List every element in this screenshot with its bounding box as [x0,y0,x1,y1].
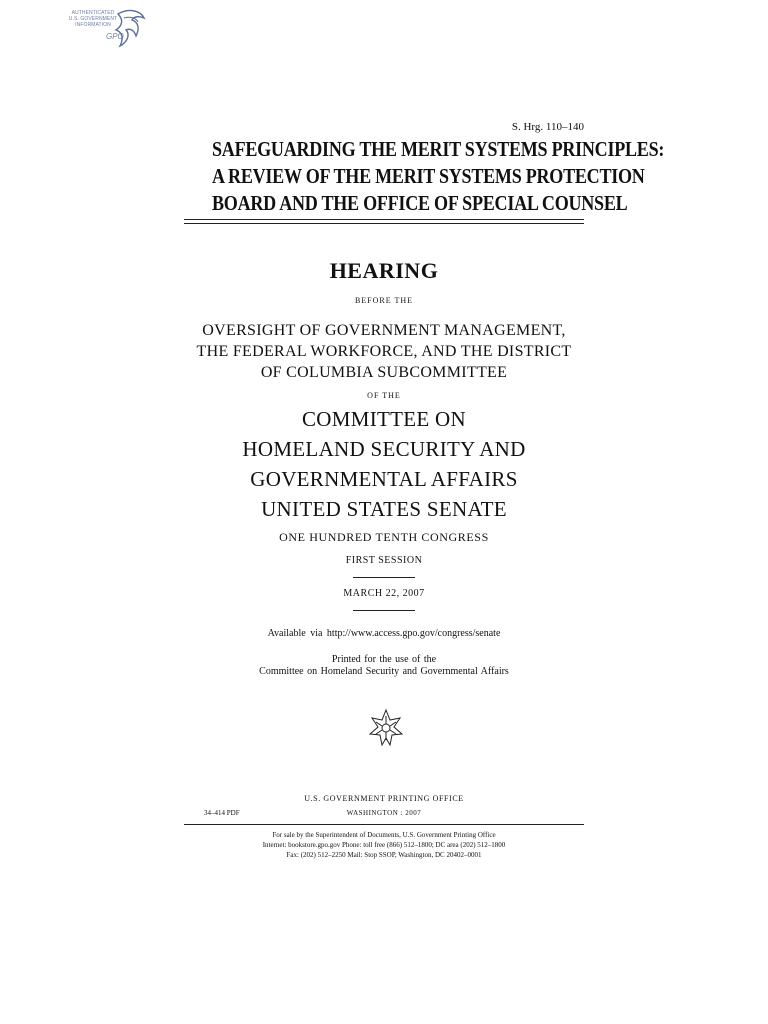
hearing-date: MARCH 22, 2007 [343,588,425,599]
availability-note: Available via http://www.access.gpo.gov/congress/senate [267,628,501,639]
star-ornament-icon [366,708,406,748]
publication-place-year: WASHINGTON : 2007 [346,809,422,817]
gpo-authentication-logo [62,6,152,50]
subcommittee-line: OF COLUMBIA SUBCOMMITTEE [260,364,508,381]
sale-line: Fax: (202) 512–2250 Mail: Stop SSOP, Washington, DC 20402–0001 [286,851,482,859]
hearing-number: S. Hrg. 110–140 [511,121,584,133]
printed-for-line: Printed for the use of the [331,654,437,665]
committee-line: HOMELAND SECURITY AND [242,437,526,461]
title-divider [184,219,584,224]
subcommittee-line: THE FEDERAL WORKFORCE, AND THE DISTRICT [196,343,572,360]
logo-line: U.S. GOVERNMENT [68,16,118,22]
title-line: BOARD AND THE OFFICE OF SPECIAL COUNSEL [212,191,628,215]
document-id: 34–414 PDF [204,809,240,817]
congress-label: ONE HUNDRED TENTH CONGRESS [279,530,489,544]
eagle-icon [114,8,148,48]
committee-line: COMMITTEE ON [301,407,466,431]
sale-line: Internet: bookstore.gpo.gov Phone: toll free (866) 512–1800; DC area (202) 512–1800 [262,841,506,849]
before-the-label: BEFORE THE [354,296,414,305]
session-divider [353,577,415,578]
subcommittee-line: OVERSIGHT OF GOVERNMENT MANAGEMENT, [202,322,566,339]
date-divider [353,610,415,611]
subcommittee-name [184,320,584,383]
logo-mark: GPO [106,32,124,41]
logo-line: AUTHENTICATED [71,10,115,16]
document-title [212,136,665,217]
footer-divider [184,824,584,825]
logo-line: INFORMATION [75,22,111,28]
sale-information [184,830,584,860]
title-line: A REVIEW OF THE MERIT SYSTEMS PROTECTION [212,164,645,188]
printed-for-line: Committee on Homeland Security and Governmental Affairs [259,666,509,677]
hearing-label: HEARING [329,258,439,283]
committee-line: UNITED STATES SENATE [261,497,507,521]
printed-for-note [184,654,584,678]
committee-name [184,404,584,524]
committee-line: GOVERNMENTAL AFFAIRS [250,467,518,491]
session-label: FIRST SESSION [345,555,423,566]
sale-line: For sale by the Superintendent of Documents, U.S. Government Printing Office [272,831,496,839]
title-line: SAFEGUARDING THE MERIT SYSTEMS PRINCIPLES: [212,137,665,161]
of-the-label: OF THE [367,391,401,400]
printing-office-label: U.S. GOVERNMENT PRINTING OFFICE [304,794,464,803]
